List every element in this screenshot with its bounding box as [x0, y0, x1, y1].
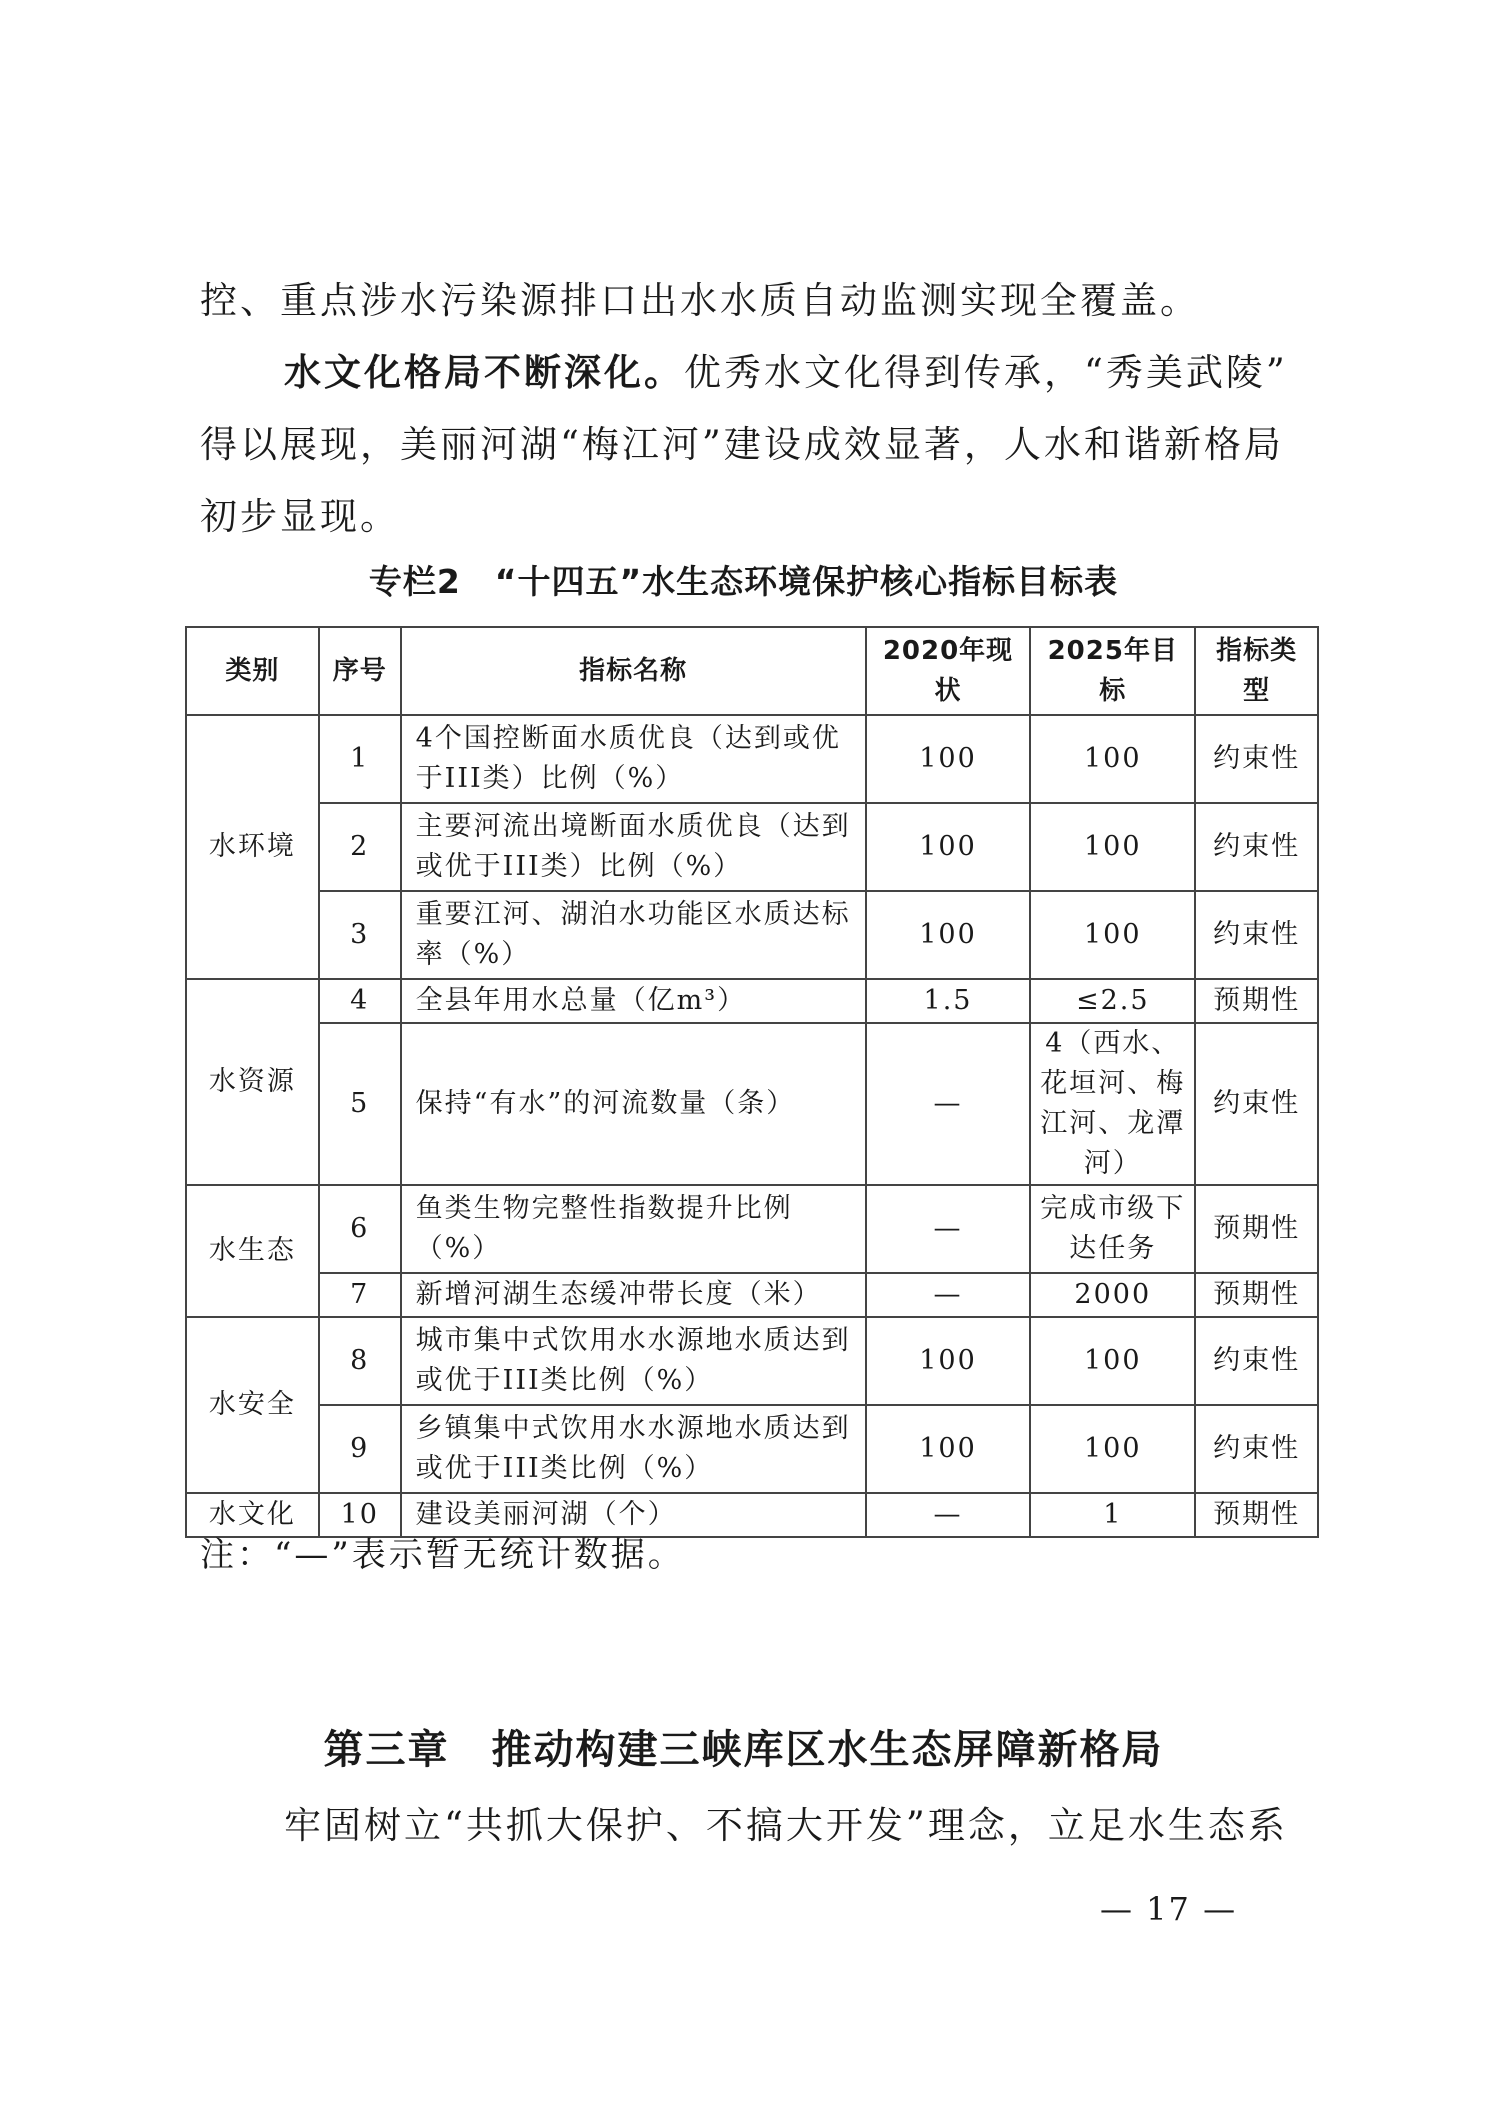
- type-cell: 预期性: [1195, 979, 1318, 1023]
- name-cell: 4个国控断面水质优良（达到或优于III类）比例（%）: [401, 715, 866, 803]
- type-cell: 约束性: [1195, 1317, 1318, 1405]
- status-cell: 100: [866, 715, 1031, 803]
- target-cell: ≤2.5: [1030, 979, 1195, 1023]
- paragraph-line: 牢固树立“共抓大保护、不搞大开发”理念，立足水生态系: [284, 1804, 1288, 1847]
- status-cell: 100: [866, 891, 1031, 979]
- type-cell: 预期性: [1195, 1273, 1318, 1317]
- seq-cell: 8: [319, 1317, 401, 1405]
- paragraph-line: 控、重点涉水污染源排口出水水质自动监测实现全覆盖。: [200, 279, 1200, 322]
- seq-cell: 6: [319, 1185, 401, 1273]
- target-cell: 100: [1030, 1317, 1195, 1405]
- name-cell: 新增河湖生态缓冲带长度（米）: [401, 1273, 866, 1317]
- status-cell: —: [866, 1023, 1031, 1185]
- category-cell: 水资源: [186, 979, 319, 1185]
- target-cell: 100: [1030, 1405, 1195, 1493]
- category-cell: 水生态: [186, 1185, 319, 1317]
- table-row: [186, 1023, 1318, 1185]
- type-cell: 预期性: [1195, 1185, 1318, 1273]
- header-2025: 2025年目标: [1030, 627, 1195, 715]
- paragraph-line: 得以展现，美丽河湖“梅江河”建设成效显著，人水和谐新格局: [200, 423, 1284, 466]
- seq-cell: 2: [319, 803, 401, 891]
- status-cell: 100: [866, 1405, 1031, 1493]
- chapter-title: 第三章 推动构建三峡库区水生态屏障新格局: [323, 1726, 1164, 1773]
- bold-heading: 水文化格局不断深化。: [284, 351, 684, 394]
- table-row: [186, 1273, 1318, 1317]
- table-title: 专栏2 “十四五”水生态环境保护核心指标目标表: [368, 562, 1119, 601]
- target-cell: 100: [1030, 891, 1195, 979]
- type-cell: 约束性: [1195, 803, 1318, 891]
- indicator-table: [185, 626, 1319, 1538]
- seq-cell: 3: [319, 891, 401, 979]
- name-cell: 全县年用水总量（亿m³）: [401, 979, 866, 1023]
- seq-cell: 7: [319, 1273, 401, 1317]
- seq-cell: 10: [319, 1493, 401, 1537]
- target-cell: 完成市级下达任务: [1030, 1185, 1195, 1273]
- name-cell: 重要江河、湖泊水功能区水质达标率（%）: [401, 891, 866, 979]
- table-row: [186, 979, 1318, 1023]
- name-cell: 保持“有水”的河流数量（条）: [401, 1023, 866, 1185]
- status-cell: —: [866, 1185, 1031, 1273]
- page-number: — 17 —: [1100, 1890, 1238, 1928]
- status-cell: 100: [866, 1317, 1031, 1405]
- table-note: 注：“—”表示暂无统计数据。: [200, 1535, 685, 1575]
- paragraph-text: 优秀水文化得到传承，“秀美武陵”: [684, 351, 1288, 394]
- target-cell: 100: [1030, 803, 1195, 891]
- category-cell: 水环境: [186, 715, 319, 979]
- target-cell: 100: [1030, 715, 1195, 803]
- table-row: [186, 803, 1318, 891]
- status-cell: 1.5: [866, 979, 1031, 1023]
- name-cell: 乡镇集中式饮用水水源地水质达到或优于III类比例（%）: [401, 1405, 866, 1493]
- header-type: 指标类型: [1195, 627, 1318, 715]
- type-cell: 预期性: [1195, 1493, 1318, 1537]
- header-category: 类别: [186, 627, 319, 715]
- type-cell: 约束性: [1195, 891, 1318, 979]
- status-cell: —: [866, 1493, 1031, 1537]
- table-row: [186, 1405, 1318, 1493]
- table-row: [186, 715, 1318, 803]
- name-cell: 主要河流出境断面水质优良（达到或优于III类）比例（%）: [401, 803, 866, 891]
- target-cell: 2000: [1030, 1273, 1195, 1317]
- paragraph-line: 初步显现。: [200, 495, 400, 538]
- target-cell: 1: [1030, 1493, 1195, 1537]
- target-cell: 4（西水、花垣河、梅江河、龙潭河）: [1030, 1023, 1195, 1185]
- header-seq: 序号: [319, 627, 401, 715]
- seq-cell: 4: [319, 979, 401, 1023]
- status-cell: 100: [866, 803, 1031, 891]
- category-cell: 水文化: [186, 1493, 319, 1537]
- paragraph-line: [200, 337, 1310, 409]
- table-row: [186, 891, 1318, 979]
- seq-cell: 5: [319, 1023, 401, 1185]
- name-cell: 建设美丽河湖（个）: [401, 1493, 866, 1537]
- type-cell: 约束性: [1195, 1023, 1318, 1185]
- table-row: [186, 1185, 1318, 1273]
- header-2020: 2020年现状: [866, 627, 1031, 715]
- category-cell: 水安全: [186, 1317, 319, 1493]
- name-cell: 鱼类生物完整性指数提升比例（%）: [401, 1185, 866, 1273]
- type-cell: 约束性: [1195, 1405, 1318, 1493]
- name-cell: 城市集中式饮用水水源地水质达到或优于III类比例（%）: [401, 1317, 866, 1405]
- type-cell: 约束性: [1195, 715, 1318, 803]
- seq-cell: 9: [319, 1405, 401, 1493]
- table-row: [186, 1317, 1318, 1405]
- seq-cell: 1: [319, 715, 401, 803]
- header-name: 指标名称: [401, 627, 866, 715]
- status-cell: —: [866, 1273, 1031, 1317]
